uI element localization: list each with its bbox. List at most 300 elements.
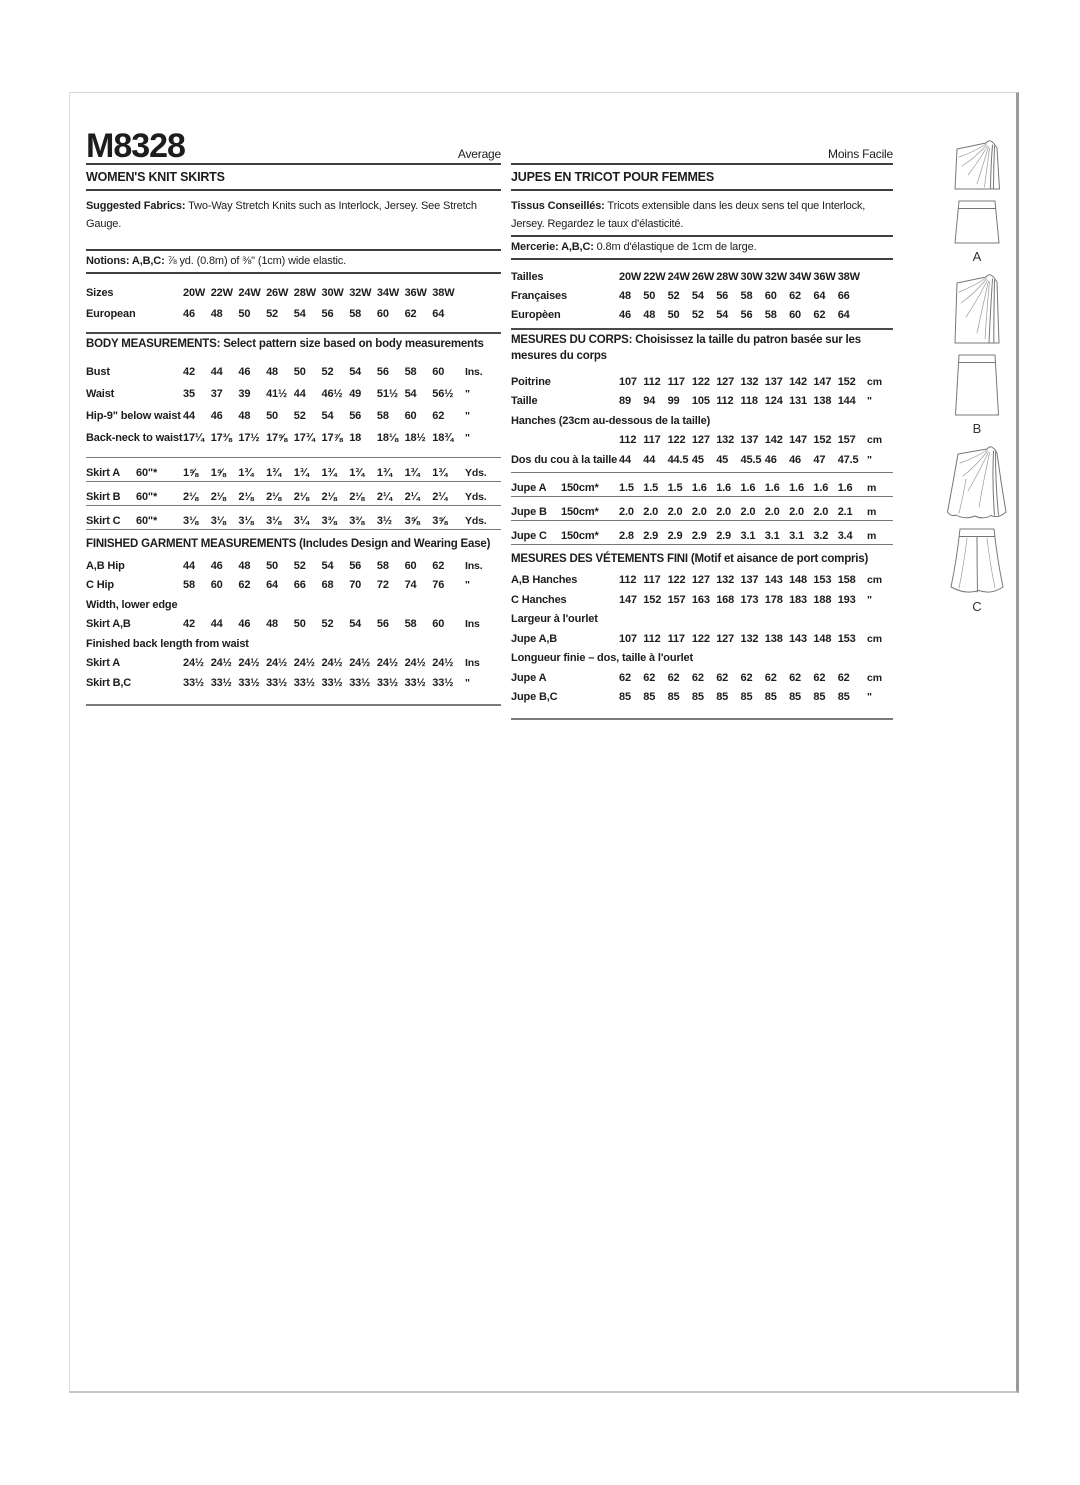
row-unit: " [465,410,470,422]
row-unit: " [465,579,470,591]
value-cell: 3¼ [293,515,309,527]
value-cell: 2.0 [667,505,683,518]
view-b [949,273,1005,436]
row-values [619,290,862,302]
value-cell: 62 [740,671,753,684]
row-label: Poitrine [511,375,551,388]
pattern-envelope-back [69,92,1019,1393]
skirt-a-front-illustration [949,139,1005,193]
table-row [86,458,501,482]
value-cell: 3.1 [764,529,780,542]
table-row [511,427,893,447]
row-label: Europèen [511,309,561,321]
value-cell: 2.0 [643,505,659,518]
value-cell: 132 [740,375,759,388]
view-c [946,445,1008,614]
row-unit: m [867,505,877,518]
value-cell: 24½ [183,657,204,669]
notions-french [511,235,893,260]
value-cell: 107 [619,375,637,388]
value-cell: 54 [349,366,362,378]
table-subheading-row [511,645,893,665]
value-cell: 64 [813,290,826,302]
row-values [183,515,460,527]
row-unit: m [867,481,877,494]
value-cell: 152 [643,593,662,606]
value-cell: 60 [404,410,417,422]
value-cell: 2.8 [619,529,634,542]
table-row [511,497,893,521]
row-values [183,579,460,591]
value-cell: 70 [349,579,362,591]
value-cell: 60 [789,309,802,321]
finished-garment-heading-french: MESURES DES VÉTEMENTS FINI (Motif et aisance de port compris) [511,552,869,565]
table-subheading-row [86,591,501,611]
value-cell: 62 [716,671,729,684]
value-cell: 46 [764,453,777,466]
row-label: Skirt B [86,491,121,503]
value-cell: 2.0 [716,505,732,518]
value-cell: 62 [789,671,802,684]
value-cell: 48 [266,366,279,378]
value-cell: 58 [349,308,362,320]
row-values [619,530,862,542]
value-cell: 46 [238,366,251,378]
value-cell: 50 [293,366,306,378]
value-cell: 38W [432,287,455,299]
value-cell: 44 [210,366,223,378]
row-values [619,506,862,518]
value-cell: 47.5 [837,453,859,466]
value-cell: 127 [716,632,735,645]
value-cell: 54 [691,290,704,302]
value-cell: 28W [293,287,316,299]
value-cell: 34W [376,287,400,299]
difficulty-rating-french: Moins Facile [828,147,893,161]
table-row [511,567,893,587]
value-cell: 46 [210,559,223,572]
value-cell: 85 [619,691,631,703]
value-cell: 124 [764,395,783,407]
table-row [86,482,501,506]
value-cell: 152 [813,434,832,446]
value-cell: 193 [837,593,856,606]
value-cell: 17¾ [293,432,315,444]
value-cell: 52 [266,308,279,320]
value-cell: 17¼ [183,432,204,444]
value-cell: 58 [740,290,753,302]
row-label: Skirt A [86,467,120,479]
table-subheading-row [511,606,893,626]
row-label: Jupe A [511,671,547,684]
value-cell: 163 [691,593,710,606]
value-cell: 131 [789,395,807,407]
row-label: Tailles [511,271,544,283]
notions-label: Notions: A,B,C: [86,255,165,267]
value-cell: 112 [643,375,661,388]
value-cell: 44 [183,559,195,572]
value-cell: 64 [432,308,445,320]
row-label: European [86,308,136,320]
value-cell: 2⅛ [266,491,282,503]
value-cell: 122 [691,375,710,388]
row-label: Waist [86,388,115,400]
value-cell: 32W [349,287,372,299]
value-cell: 1.5 [619,481,634,494]
table-row [86,299,501,320]
row-unit: cm [867,671,882,684]
value-cell: 147 [813,375,832,388]
value-cell: 66 [837,290,850,302]
value-cell: 85 [716,691,729,703]
row-values [619,271,862,283]
row-label: Finished back length from waist [86,637,249,650]
table-row [86,422,501,444]
value-cell: 42 [183,618,195,630]
value-cell: 62 [432,559,445,572]
table-row [511,302,893,321]
value-cell: 62 [764,671,777,684]
value-cell: 45.5 [740,453,762,466]
value-cell: 112 [619,434,637,446]
row-label: C Hip [86,579,114,591]
row-label: A,B Hip [86,559,125,572]
value-cell: 33½ [183,676,204,689]
value-cell: 137 [764,375,783,388]
suggested-fabrics-label-french: Tissus Conseillés: [511,200,605,212]
value-cell: 2⅛ [210,491,226,503]
suggested-fabrics-label: Suggested Fabrics: [86,200,186,212]
value-cell: 47 [813,453,826,466]
value-cell: 58 [404,618,417,630]
value-cell: 46 [183,308,195,320]
value-cell: 62 [789,290,802,302]
notions-text: ⅞ yd. (0.8m) of ⅜" (1cm) wide elastic. [164,255,347,267]
table-row [86,552,501,572]
row-unit: Yds. [465,491,487,503]
value-cell: 2.0 [619,505,634,518]
value-cell: 50 [293,618,306,630]
fabric-width-label: 150cm* [561,481,599,494]
row-unit: " [465,676,470,689]
value-cell: 62 [813,309,826,321]
row-unit: " [867,453,872,466]
finished-garment-section [86,536,501,706]
value-cell: 58 [404,366,417,378]
value-cell: 2⅛ [349,491,365,503]
value-cell: 50 [266,559,279,572]
value-cell: 142 [764,434,783,446]
value-cell: 30W [321,287,344,299]
value-cell: 56½ [432,388,454,400]
value-cell: 50 [238,308,251,320]
row-label: Skirt A,B [86,618,131,630]
french-column [511,129,893,720]
value-cell: 117 [643,434,661,446]
skirt-b-back-illustration [949,352,1005,418]
value-cell: 122 [691,632,710,645]
row-values [183,388,460,400]
value-cell: 105 [691,395,710,407]
value-cell: 32W [764,271,787,283]
skirt-c-back-illustration [946,526,1008,596]
value-cell: 127 [716,375,735,388]
value-cell: 173 [740,593,759,606]
value-cell: 2¼ [432,491,448,503]
row-values [619,633,862,645]
value-cell: 46 [210,410,223,422]
value-cell: 24½ [376,657,398,669]
row-label: Françaises [511,290,567,302]
value-cell: 46 [789,453,802,466]
row-unit: Ins [465,618,480,630]
value-cell: 17⅝ [266,432,288,444]
value-cell: 3⅛ [266,515,282,527]
row-values [183,677,460,689]
value-cell: 1.6 [813,481,829,494]
value-cell: 56 [376,366,389,378]
value-cell: 132 [716,434,735,446]
value-cell: 48 [266,618,279,630]
value-cell: 52 [667,290,680,302]
fabric-width-label: 150cm* [561,529,599,542]
value-cell: 62 [667,671,680,684]
value-cell: 39 [238,388,251,400]
row-values [619,309,862,321]
value-cell: 62 [619,671,631,684]
row-label: Jupe A [511,481,547,494]
value-cell: 54 [349,618,362,630]
value-cell: 37 [210,388,223,400]
value-cell: 18⅛ [376,432,398,444]
value-cell: 147 [619,593,637,606]
table-row [86,356,501,378]
value-cell: 3⅛ [210,515,226,527]
table-row [86,400,501,422]
value-cell: 122 [667,574,686,586]
sizes-table [86,278,501,320]
value-cell: 52 [691,309,704,321]
row-label: Jupe A,B [511,632,558,645]
value-cell: 2.1 [837,505,853,518]
row-unit: m [867,529,877,542]
value-cell: 56 [321,308,334,320]
row-label: Dos du cou à la taille [511,453,618,466]
value-cell: 112 [619,574,637,586]
view-label: B [972,421,982,436]
value-cell: 1⅝ [210,467,226,479]
value-cell: 118 [740,395,758,407]
table-row [86,506,501,530]
row-values [183,657,460,669]
value-cell: 48 [619,290,631,302]
row-values [183,410,460,422]
table-row [511,388,893,408]
value-cell: 24½ [266,657,288,669]
value-cell: 44.5 [667,453,689,466]
value-cell: 3⅝ [404,515,420,527]
suggested-fabrics-text-french: Tricots extensible dans les deux sens tel que Interlock, Jersey. Regardez le taux d'élasticité. [511,200,866,230]
value-cell: 1¾ [321,467,337,479]
value-cell: 62 [404,308,417,320]
value-cell: 99 [667,395,680,407]
value-cell: 1.6 [789,481,804,494]
value-cell: 36W [404,287,427,299]
value-cell: 18¾ [432,432,454,444]
value-cell: 132 [740,632,759,645]
value-cell: 51½ [376,388,398,400]
value-cell: 33½ [293,676,315,689]
skirt-b-front-illustration [949,273,1005,347]
value-cell: 2.9 [716,529,732,542]
value-cell: 17⅞ [321,432,343,444]
value-cell: 66 [293,579,306,591]
value-cell: 2⅛ [238,491,254,503]
value-cell: 94 [643,395,656,407]
value-cell: 1¾ [432,467,448,479]
value-cell: 42 [183,366,195,378]
value-cell: 18 [349,432,362,444]
row-unit: " [867,395,872,407]
value-cell: 48 [643,309,656,321]
row-unit: " [867,593,872,606]
value-cell: 2.9 [667,529,683,542]
body-measurements-heading: BODY MEASUREMENTS: Select pattern size based on body measurements [86,338,484,350]
value-cell: 76 [432,579,445,591]
table-subheading-row [511,407,893,427]
value-cell: 3⅜ [349,515,365,527]
body-measurements-section [86,332,501,444]
value-cell: 44 [619,453,631,466]
value-cell: 44 [293,388,306,400]
table-row [86,572,501,592]
value-cell: 2.9 [643,529,659,542]
value-cell: 46 [238,618,251,630]
row-values [619,594,862,606]
value-cell: 60 [404,559,417,572]
value-cell: 168 [716,593,735,606]
bottom-rule [511,718,893,720]
row-unit: cm [867,375,882,388]
table-row [511,473,893,497]
value-cell: 24½ [238,657,260,669]
value-cell: 3.1 [789,529,804,542]
row-unit: " [465,432,470,444]
value-cell: 152 [837,375,856,388]
row-label: A,B Hanches [511,574,578,586]
value-cell: 1¾ [404,467,420,479]
value-cell: 58 [764,309,777,321]
value-cell: 28W [716,271,739,283]
row-values [619,482,862,494]
row-values [183,432,460,444]
value-cell: 142 [789,375,807,388]
value-cell: 22W [210,287,233,299]
row-label: Back-neck to waist [86,432,183,444]
value-cell: 2⅛ [183,491,198,503]
value-cell: 54 [716,309,729,321]
table-subheading-row [86,630,501,650]
value-cell: 33½ [349,676,371,689]
value-cell: 85 [667,691,680,703]
value-cell: 60 [432,366,445,378]
view-label: C [972,599,982,614]
table-row [511,368,893,388]
fabric-width-label: 60"* [136,515,158,527]
value-cell: 50 [667,309,680,321]
value-cell: 33½ [321,676,343,689]
value-cell: 62 [813,671,826,684]
row-unit: " [867,691,872,703]
value-cell: 60 [210,579,223,591]
value-cell: 85 [837,691,850,703]
value-cell: 2.0 [764,505,780,518]
value-cell: 26W [266,287,289,299]
value-cell: 56 [376,618,389,630]
value-cell: 2.0 [691,505,707,518]
value-cell: 33½ [404,676,426,689]
value-cell: 107 [619,632,637,645]
value-cell: 127 [691,574,710,586]
value-cell: 153 [813,574,832,586]
value-cell: 62 [238,579,251,591]
value-cell: 20W [619,271,642,283]
yardage-table-french [511,472,893,545]
value-cell: 1.6 [716,481,732,494]
value-cell: 62 [837,671,850,684]
pattern-number: M8328 [86,127,185,165]
row-values [619,672,862,684]
value-cell: 143 [789,632,807,645]
row-label: Width, lower edge [86,598,178,611]
value-cell: 112 [643,632,661,645]
value-cell: 24½ [293,657,315,669]
value-cell: 74 [404,579,417,591]
value-cell: 144 [837,395,856,407]
row-values [619,454,862,466]
value-cell: 24½ [404,657,426,669]
finished-garment-heading: FINISHED GARMENT MEASUREMENTS (Includes Design and Wearing Ease) [86,538,491,550]
english-column [86,129,501,706]
value-cell: 137 [740,434,759,446]
value-cell: 24W [667,271,690,283]
notions-text-french: 0.8m d'élastique de 1cm de large. [593,241,757,253]
value-cell: 2.0 [740,505,756,518]
value-cell: 2.0 [813,505,829,518]
fabric-width-label: 60"* [136,491,158,503]
table-row [86,650,501,670]
row-values [183,560,460,572]
value-cell: 24½ [349,657,371,669]
body-measurements-rows [511,368,893,466]
value-cell: 138 [764,632,783,645]
value-cell: 52 [293,559,306,572]
value-cell: 24½ [210,657,232,669]
view-label: A [972,249,982,264]
value-cell: 44 [210,618,223,630]
row-unit: cm [867,434,882,446]
value-cell: 72 [376,579,389,591]
value-cell: 89 [619,395,631,407]
table-row [511,664,893,684]
value-cell: 56 [740,309,753,321]
value-cell: 60 [432,618,445,630]
value-cell: 3½ [376,515,392,527]
value-cell: 33½ [376,676,398,689]
row-values [183,308,460,320]
row-unit: Ins [465,657,480,669]
value-cell: 3⅛ [238,515,254,527]
